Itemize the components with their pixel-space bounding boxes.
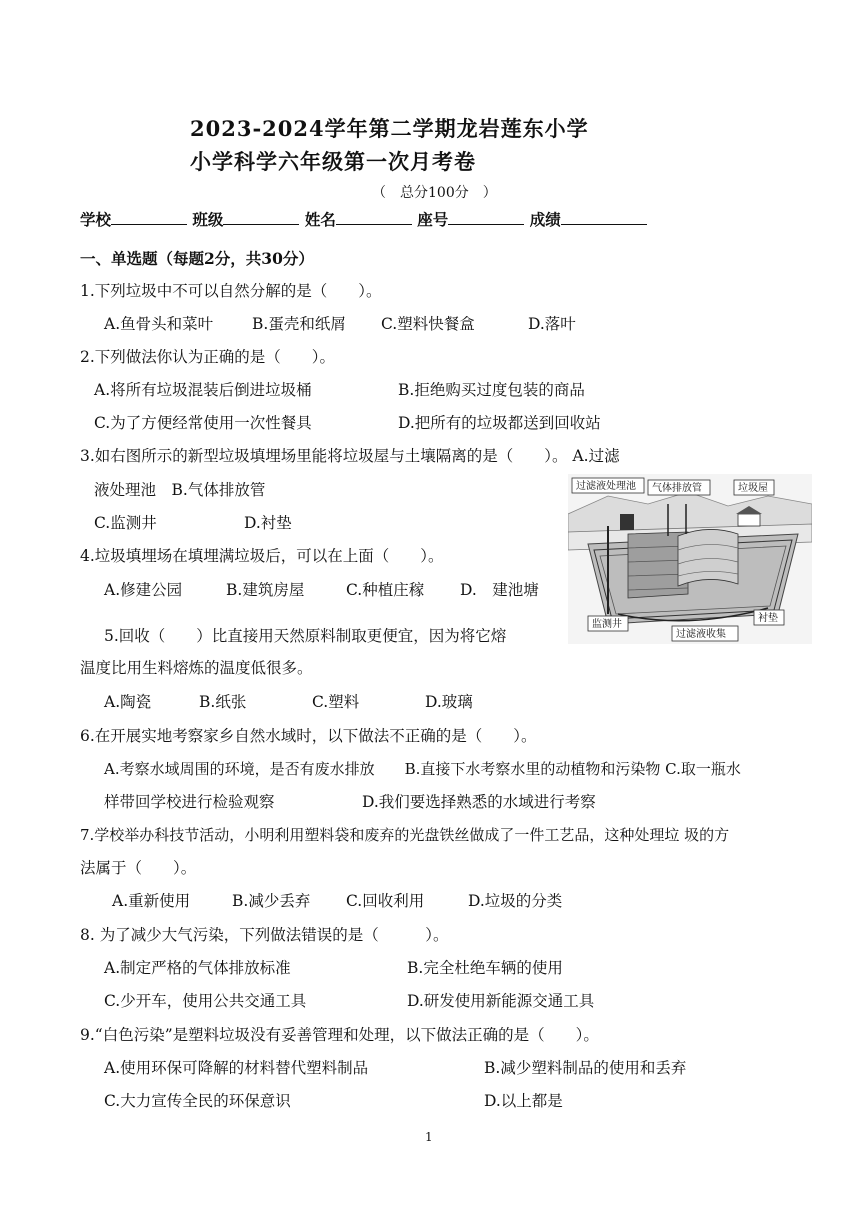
q2-option-a[interactable]: A.将所有垃圾混装后倒进垃圾桶: [94, 381, 312, 399]
q7-option-d[interactable]: D.垃圾的分类: [468, 892, 563, 910]
landfill-diagram: [568, 474, 812, 644]
q4-option-a[interactable]: A.修建公园: [104, 581, 183, 599]
page-number: 1: [425, 1130, 433, 1144]
exam-title-line1: 2023-2024学年第二学期龙岩莲东小学: [190, 116, 589, 141]
q5-stem: 5.回收（ ）比直接用天然原料制取更便宜，因为将它熔: [104, 627, 507, 645]
q6-line2: A.考察水域周围的环境，是否有废水排放 B.直接下水考察水里的动植物和污染物 C.取一瓶水: [104, 760, 741, 778]
q6-option-d[interactable]: D.我们要选择熟悉的水域进行考察: [362, 793, 596, 811]
q4-stem: 4.垃圾填埋场在填埋满垃圾后，可以在上面（ ）。: [80, 547, 444, 565]
q2-option-c[interactable]: C.为了方便经常使用一次性餐具: [94, 414, 312, 432]
q3-line2: 液处理池 B.气体排放管: [94, 481, 266, 499]
q7-option-a[interactable]: A.重新使用: [112, 892, 191, 910]
section1-heading: 一、单选题（每题2分，共30分）: [80, 249, 314, 268]
q7-option-b[interactable]: B.减少丢弃: [232, 892, 311, 910]
q2-option-b[interactable]: B.拒绝购买过度包装的商品: [398, 381, 585, 399]
q3-option-d[interactable]: D.衬垫: [244, 514, 292, 532]
q9-option-c[interactable]: C.大力宣传全民的环保意识: [104, 1092, 291, 1110]
q4-option-b[interactable]: B.建筑房屋: [226, 581, 305, 599]
q5-option-b[interactable]: B.纸张: [199, 693, 247, 711]
q7-option-c[interactable]: C.回收利用: [346, 892, 425, 910]
field-seat-label: 座号: [417, 210, 449, 229]
field-score-blank[interactable]: [561, 208, 647, 225]
q9-option-b[interactable]: B.减少塑料制品的使用和丢弃: [484, 1059, 687, 1077]
figure-label-filtrate-collection: 过滤液收集: [676, 629, 726, 640]
total-score: （ 总分100分 ）: [372, 185, 497, 201]
q8-option-b[interactable]: B.完全杜绝车辆的使用: [407, 959, 563, 977]
q3-stem: 3.如右图所示的新型垃圾填埋场里能将垃圾屋与土壤隔离的是（ ）。 A.过滤: [80, 447, 620, 465]
q2-option-d[interactable]: D.把所有的垃圾都送到回收站: [398, 414, 601, 432]
field-name-label: 姓名: [304, 210, 336, 229]
q6-option-c-cont: 样带回学校进行检验观察: [104, 793, 275, 811]
field-seat-blank[interactable]: [448, 208, 524, 225]
q1-option-a[interactable]: A.鱼骨头和菜叶: [104, 315, 214, 333]
q8-option-d[interactable]: D.研发使用新能源交通工具: [407, 992, 595, 1010]
q7-line2: 法属于（ ）。: [80, 859, 197, 877]
field-school-blank[interactable]: [111, 208, 187, 225]
q5-option-c[interactable]: C.塑料: [312, 693, 360, 711]
q1-option-b[interactable]: B.蛋壳和纸屑: [252, 315, 346, 333]
figure-label-gas-pipe: 气体排放管: [652, 483, 702, 494]
figure-label-liner: 衬垫: [758, 613, 778, 624]
q4-option-c[interactable]: C.种植庄稼: [346, 581, 425, 599]
q1-option-d[interactable]: D.落叶: [528, 315, 576, 333]
q9-option-a[interactable]: A.使用环保可降解的材料替代塑料制品: [104, 1059, 369, 1077]
q3-option-c[interactable]: C.监测井: [94, 514, 157, 532]
q8-stem: 8. 为了减少大气污染，下列做法错误的是（ ）。: [80, 926, 449, 944]
q4-option-d[interactable]: D. 建池塘: [460, 581, 539, 599]
field-name-blank[interactable]: [336, 208, 412, 225]
q5-line2: 温度比用生料熔炼的温度低很多。: [80, 659, 313, 677]
q8-option-a[interactable]: A.制定严格的气体排放标准: [104, 959, 291, 977]
q8-option-c[interactable]: C.少开车，使用公共交通工具: [104, 992, 307, 1010]
field-score-label: 成绩: [529, 210, 561, 229]
q1-option-c[interactable]: C.塑料快餐盒: [381, 315, 475, 333]
q9-option-d[interactable]: D.以上都是: [484, 1092, 563, 1110]
q2-stem: 2.下列做法你认为正确的是（ ）。: [80, 348, 336, 366]
field-class-label: 班级: [192, 210, 224, 229]
figure-label-monitoring-well: 监测井: [592, 619, 622, 630]
field-class-blank[interactable]: [223, 208, 299, 225]
q7-stem: 7.学校举办科技节活动，小明利用塑料袋和废弃的光盘铁丝做成了一件工艺品，这种处理垃 圾的方: [80, 826, 730, 844]
q9-stem: 9.“白色污染”是塑料垃圾没有妥善管理和处理，以下做法正确的是（ ）。: [80, 1026, 599, 1044]
q1-stem: 1.下列垃圾中不可以自然分解的是（ ）。: [80, 282, 382, 300]
figure-label-garbage-house: 垃圾屋: [738, 483, 768, 494]
q5-option-d[interactable]: D.玻璃: [425, 693, 473, 711]
q6-stem: 6.在开展实地考察家乡自然水域时，以下做法不正确的是（ ）。: [80, 727, 537, 745]
figure-label-filtrate-pool: 过滤液处理池: [576, 481, 636, 492]
student-info-row: [80, 208, 647, 230]
q5-option-a[interactable]: A.陶瓷: [104, 693, 152, 711]
exam-title-line2: 小学科学六年级第一次月考卷: [190, 149, 476, 174]
field-school-label: 学校: [80, 210, 112, 229]
